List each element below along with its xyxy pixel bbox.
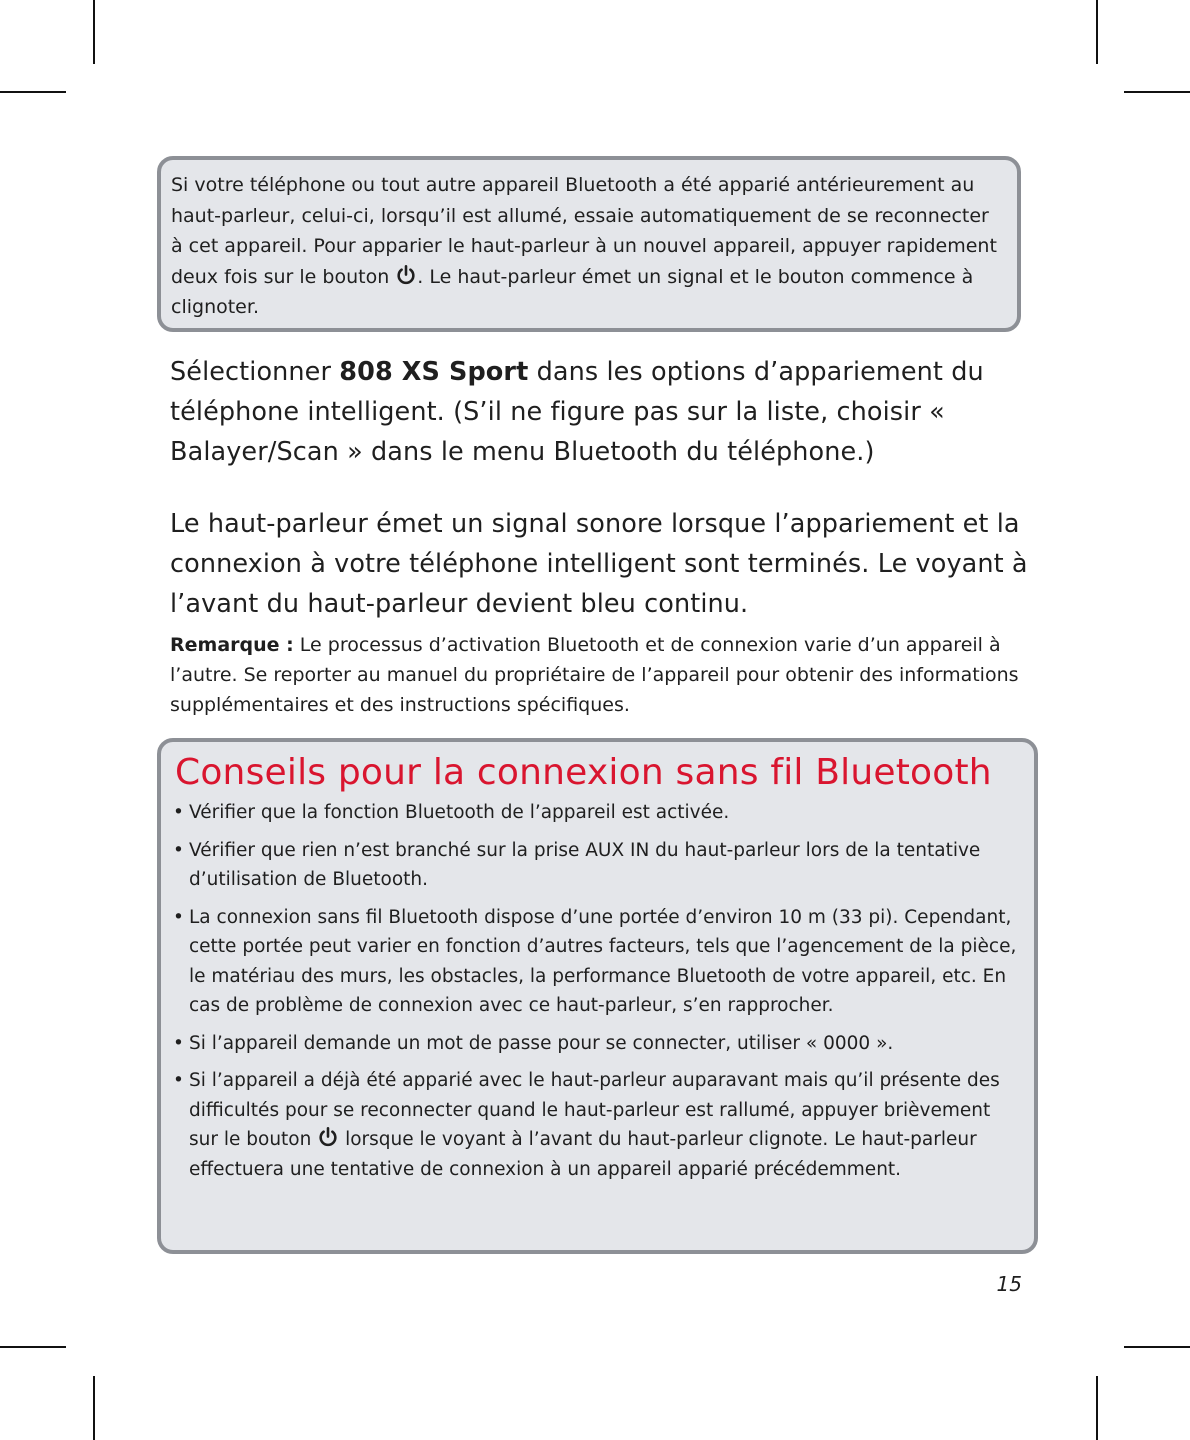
tip-item: • Si l’appareil demande un mot de passe pour se connecter, utiliser « 0000 ». bbox=[171, 1029, 1024, 1059]
tips-list bbox=[171, 798, 1024, 1184]
tip-text-before-icon: Si l’appareil a déjà été apparié avec le haut-parleur auparavant mais qu’il présente des difficultés pour se reconnecter quand le haut-parleur est rallumé, appuyer brièvement sur le bouton bbox=[189, 1070, 1000, 1150]
remark-note bbox=[170, 630, 1030, 720]
remark-label: Remarque : bbox=[170, 634, 294, 656]
info-text-after-icon: . Le haut-parleur émet un signal et le bouton commence à clignoter. bbox=[171, 265, 974, 319]
select-product-paragraph bbox=[170, 352, 1030, 472]
crop-mark-bottom-right-horizontal bbox=[1124, 1346, 1190, 1348]
tip-item: • Vérifier que rien n’est branché sur la prise AUX IN du haut-parleur lors de la tentative d’utilisation de Bluetooth. bbox=[171, 836, 1024, 895]
product-name: 808 XS Sport bbox=[339, 357, 529, 387]
power-icon bbox=[395, 264, 417, 286]
tip-item-reconnect bbox=[171, 1066, 1024, 1184]
crop-mark-top-right-vertical bbox=[1096, 0, 1098, 64]
bluetooth-tips-box bbox=[157, 738, 1038, 1254]
crop-mark-bottom-left-vertical bbox=[93, 1376, 95, 1440]
remark-text: Le processus d’activation Bluetooth et de connexion varie d’un appareil à l’autre. Se reporter au manuel du propriétaire de l’appareil pour obtenir des informations supplémentaires et des instructions spécifiques. bbox=[170, 634, 1019, 716]
tip-item: • La connexion sans fil Bluetooth dispose d’une portée d’environ 10 m (33 pi). Cependant, cette portée peut varier en fonction d’autres facteurs, tels que l’agencement de la pièce, le matériau des murs, les obstacles, la performance Bluetooth de votre appareil, etc. En cas de problème de connexion avec ce haut-parleur, s’en rapprocher. bbox=[171, 903, 1024, 1021]
select-suffix: dans les options d’appariement du téléphone intelligent. (S’il ne figure pas sur la liste, choisir « Balayer/Scan » dans le menu Bluetooth du téléphone.) bbox=[170, 357, 984, 467]
crop-mark-top-right-horizontal bbox=[1124, 91, 1190, 93]
page-number: 15 bbox=[996, 1272, 1022, 1296]
tip-item: • Vérifier que la fonction Bluetooth de l’appareil est activée. bbox=[171, 798, 1024, 828]
crop-mark-top-left-horizontal bbox=[0, 91, 66, 93]
info-text-before-icon: Si votre téléphone ou tout autre appareil Bluetooth a été apparié antérieurement au haut-parleur, celui-ci, lorsqu’il est allumé, essaie automatiquement de se reconnecter à cet appareil. Pour apparier le haut-parleur à un nouvel appareil, appuyer rapidement deux fois sur le bouton bbox=[171, 174, 997, 288]
select-prefix: Sélectionner bbox=[170, 357, 340, 387]
crop-mark-bottom-right-vertical bbox=[1096, 1376, 1098, 1440]
tips-title: Conseils pour la connexion sans fil Bluetooth bbox=[175, 752, 992, 793]
crop-mark-top-left-vertical bbox=[93, 0, 95, 64]
pairing-info-box bbox=[157, 156, 1021, 332]
crop-mark-bottom-left-horizontal bbox=[0, 1346, 66, 1348]
tip-text-after-icon: lorsque le voyant à l’avant du haut-parleur clignote. Le haut-parleur effectuera une tentative de connexion à un appareil apparié précédemment. bbox=[189, 1129, 977, 1180]
pairing-complete-paragraph: Le haut-parleur émet un signal sonore lorsque l’appariement et la connexion à votre téléphone intelligent sont terminés. Le voyant à l’avant du haut-parleur devient bleu continu. bbox=[170, 509, 1028, 619]
power-icon bbox=[317, 1126, 339, 1148]
